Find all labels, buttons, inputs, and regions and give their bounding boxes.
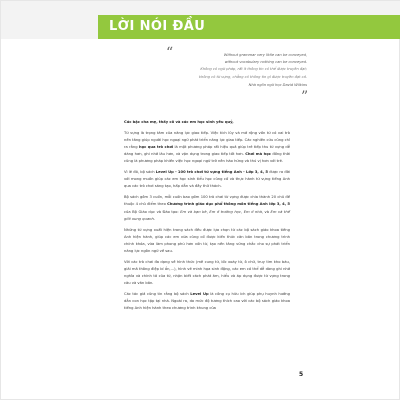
text: , [206,209,208,214]
quote-line: without vocabulary nothing can be conveyed. [224,60,307,65]
text: . [153,216,155,221]
italic-text: Em ở nhà [243,209,262,214]
paragraph-4: Những từ vựng xuất hiện trong sách đều được lựa chọn từ các bộ sách giáo khoa tiếng Anh hiện hành, giúp các em vừa củng cố được kiến thức căn bản trong chương trình chính khóa, vừa làm phong phú hơn vốn từ, tạo nền tảng vững chắc cho sự phát triển năng lực ngôn ngữ về sau. [124,227,290,253]
text: , [240,209,243,214]
preface-body [124,119,290,316]
quote-author: Nhà ngôn ngữ học David Wilkins [248,82,307,87]
bold-text: Level Up [190,291,209,296]
italic-text: Em ở trường học [209,209,241,214]
bold-text: học qua trò chơi [138,145,174,150]
quote-line: không có từ vựng, chẳng có thông tin gì được truyền đạt cả. [198,74,307,79]
open-quote-icon: “ [166,45,174,61]
text: , và [261,209,269,214]
quote-line: Không có ngữ pháp, rất ít thông tin có thể được truyền đạt; [200,67,307,72]
page-number: 5 [299,371,304,378]
paragraph-3 [124,194,290,222]
text: của Bộ Giáo dục và Đào tạo: [124,209,179,214]
text: Từ vựng là trọng tâm của năng lực giao tiếp. Việc tích lũy và mở rộng vốn từ có vai trò nền tảng giúp người học ngoại ngữ phát triển năng lực giao tiếp. Các nghiên cứu cũng chỉ ra rằng [124,131,290,150]
paragraph-5: Với các trò chơi đa dạng về hình thức (mê cung từ, lốc xoáy từ, ô chữ, truy tìm kho báu, giải mã thông điệp bí ẩn,...), hình vẽ minh họa sinh động, các em có thể dễ dàng ghi nhớ nghĩa và chính tả của từ, nhận biết cách phát âm, hiểu và áp dụng được từ vựng trong câu và văn bản. [124,259,290,285]
text: Vì lẽ đó, bộ sách [124,170,155,175]
paragraph-6 [124,291,290,312]
text: là một phương pháp rất hiệu quả giúp trẻ tiếp thu từ vựng dễ dàng hơn, ghi nhớ lâu hơn, và vận dụng trong giao tiếp tốt hơn. [124,145,290,157]
quote-line: Without grammar very little can be conveyed, [223,53,307,57]
text: được ra đời với mong muốn giúp các em học sinh tiểu học củng cố và thực hành từ vựng tiếng Anh qua các trò chơi sáng tạo, hấp dẫn và đầy thử thách. [124,170,290,189]
close-quote-icon: ” [301,89,309,105]
greeting: Các bậc cha mẹ, thầy cô và các em học sinh yêu quý, [124,120,234,124]
page-title: LỜI NÓI ĐẦU [109,19,206,34]
text: Bộ sách gồm 3 cuốn, mỗi cuốn bao gồm 100 trò chơi từ vựng được chia thành 20 chủ đề thuộc 4 chủ điểm theo [124,195,290,207]
italic-text: Em và thế giới xung quanh [124,209,290,221]
epigraph-quote [179,52,307,89]
text: đồng thời cũng là phương pháp khiến việc học ngoại ngữ trở nên hào hứng và thú vị hơn với trẻ. [124,152,290,164]
bold-text: Chơi mà học [245,152,271,157]
bold-text: Chương trình giáo dục phổ thông môn tiếng Anh lớp 3, 4, 5 [167,202,290,207]
text: Các tác giả cũng tin rằng bộ sách [124,291,189,296]
paragraph-2 [124,169,290,190]
italic-text: Em và bạn bè [180,209,207,214]
paragraph-1 [124,130,290,165]
text: là công cụ hữu ích giúp phụ huynh hướng dẫn con học tập tại nhà. Ngoài ra, do mức độ tương thích cao với các bộ sách giáo khoa tiếng Anh hiện hành theo chương trình khung của [124,291,290,311]
bold-text: Level Up - 100 trò chơi từ vựng tiếng Anh - Lớp 3, 4, 5 [155,170,268,175]
